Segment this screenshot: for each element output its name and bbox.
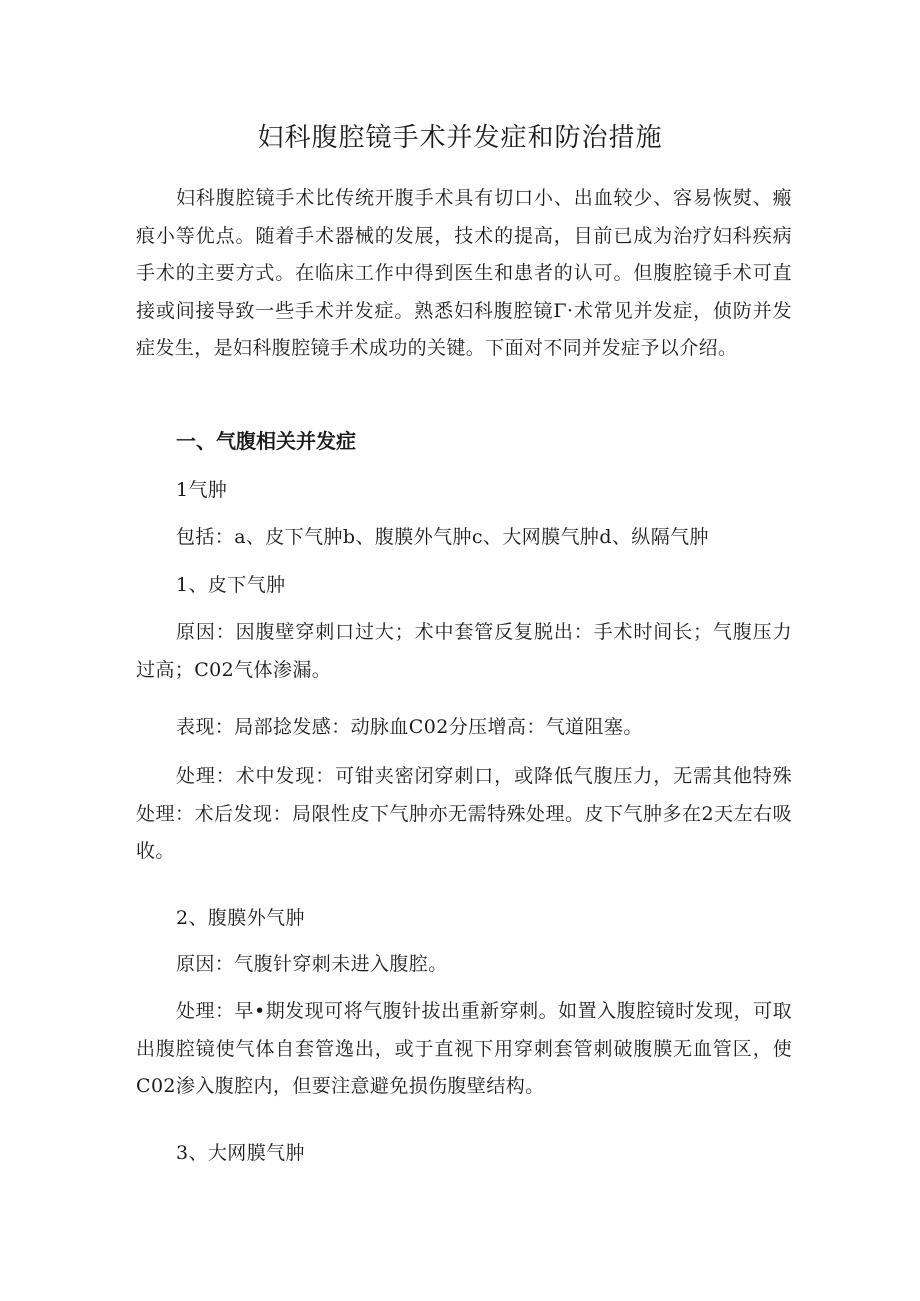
item-heading-extraperitoneal: 2、腹膜外气肿	[176, 907, 305, 929]
cause-paragraph-2: 原因：气腹针穿刺未进入腹腔。	[176, 953, 448, 975]
item-heading-omental: 3、大网膜气肿	[176, 1142, 305, 1164]
cause-paragraph: 原因：因腹壁穿刺口过大；术中套管反复脱出：手术时间长；气腹压力过高；C02气体渗漏。	[136, 621, 792, 681]
section-heading: 一、气腹相关并发症	[176, 429, 356, 453]
document-title: 妇科腹腔镜手术并发症和防治措施	[257, 123, 663, 153]
includes-line: 包括：a、皮下气肿b、腹膜外气肿c、大网膜气肿d、纵隔气肿	[176, 526, 709, 548]
symptom-paragraph: 表现：局部捻发感：动脉血C02分压增高：气道阻塞。	[176, 716, 643, 738]
intro-paragraph: 妇科腹腔镜手术比传统开腹手术具有切口小、出血较少、容易恢熨、瘢痕小等优点。随着手术器械的发展，技术的提高，目前已成为治疗妇科疾病手术的主要方式。在临床工作中得到医生和患者的认可。但腹腔镜手术可直接或间接导致一些手术并发症。熟悉妇科腹腔镜Γ·术常见并发症，侦防并发症发生，是妇科腹腔镜手术成功的关键。下面对不同并发症予以介绍。	[136, 187, 792, 359]
item-heading-subcutaneous: 1、皮下气肿	[176, 574, 286, 596]
treatment-paragraph: 处理：术中发现：可钳夹密闭穿刺口，或降低气腹压力，无需其他特殊处理：术后发现：局限性皮下气肿亦无需特殊处理。皮下气肿多在2天左右吸收。	[136, 765, 792, 862]
subsection-label: 1气肿	[176, 479, 228, 501]
treatment-paragraph-2: 处理：早•期发现可将气腹针拔出重新穿刺。如置入腹腔镜时发现，可取出腹腔镜使气体自套管逸出，或于直视下用穿刺套管刺破腹膜无血管区，使C02渗入腹腔内，但要注意避免损伤腹壁结构。	[136, 1000, 792, 1097]
